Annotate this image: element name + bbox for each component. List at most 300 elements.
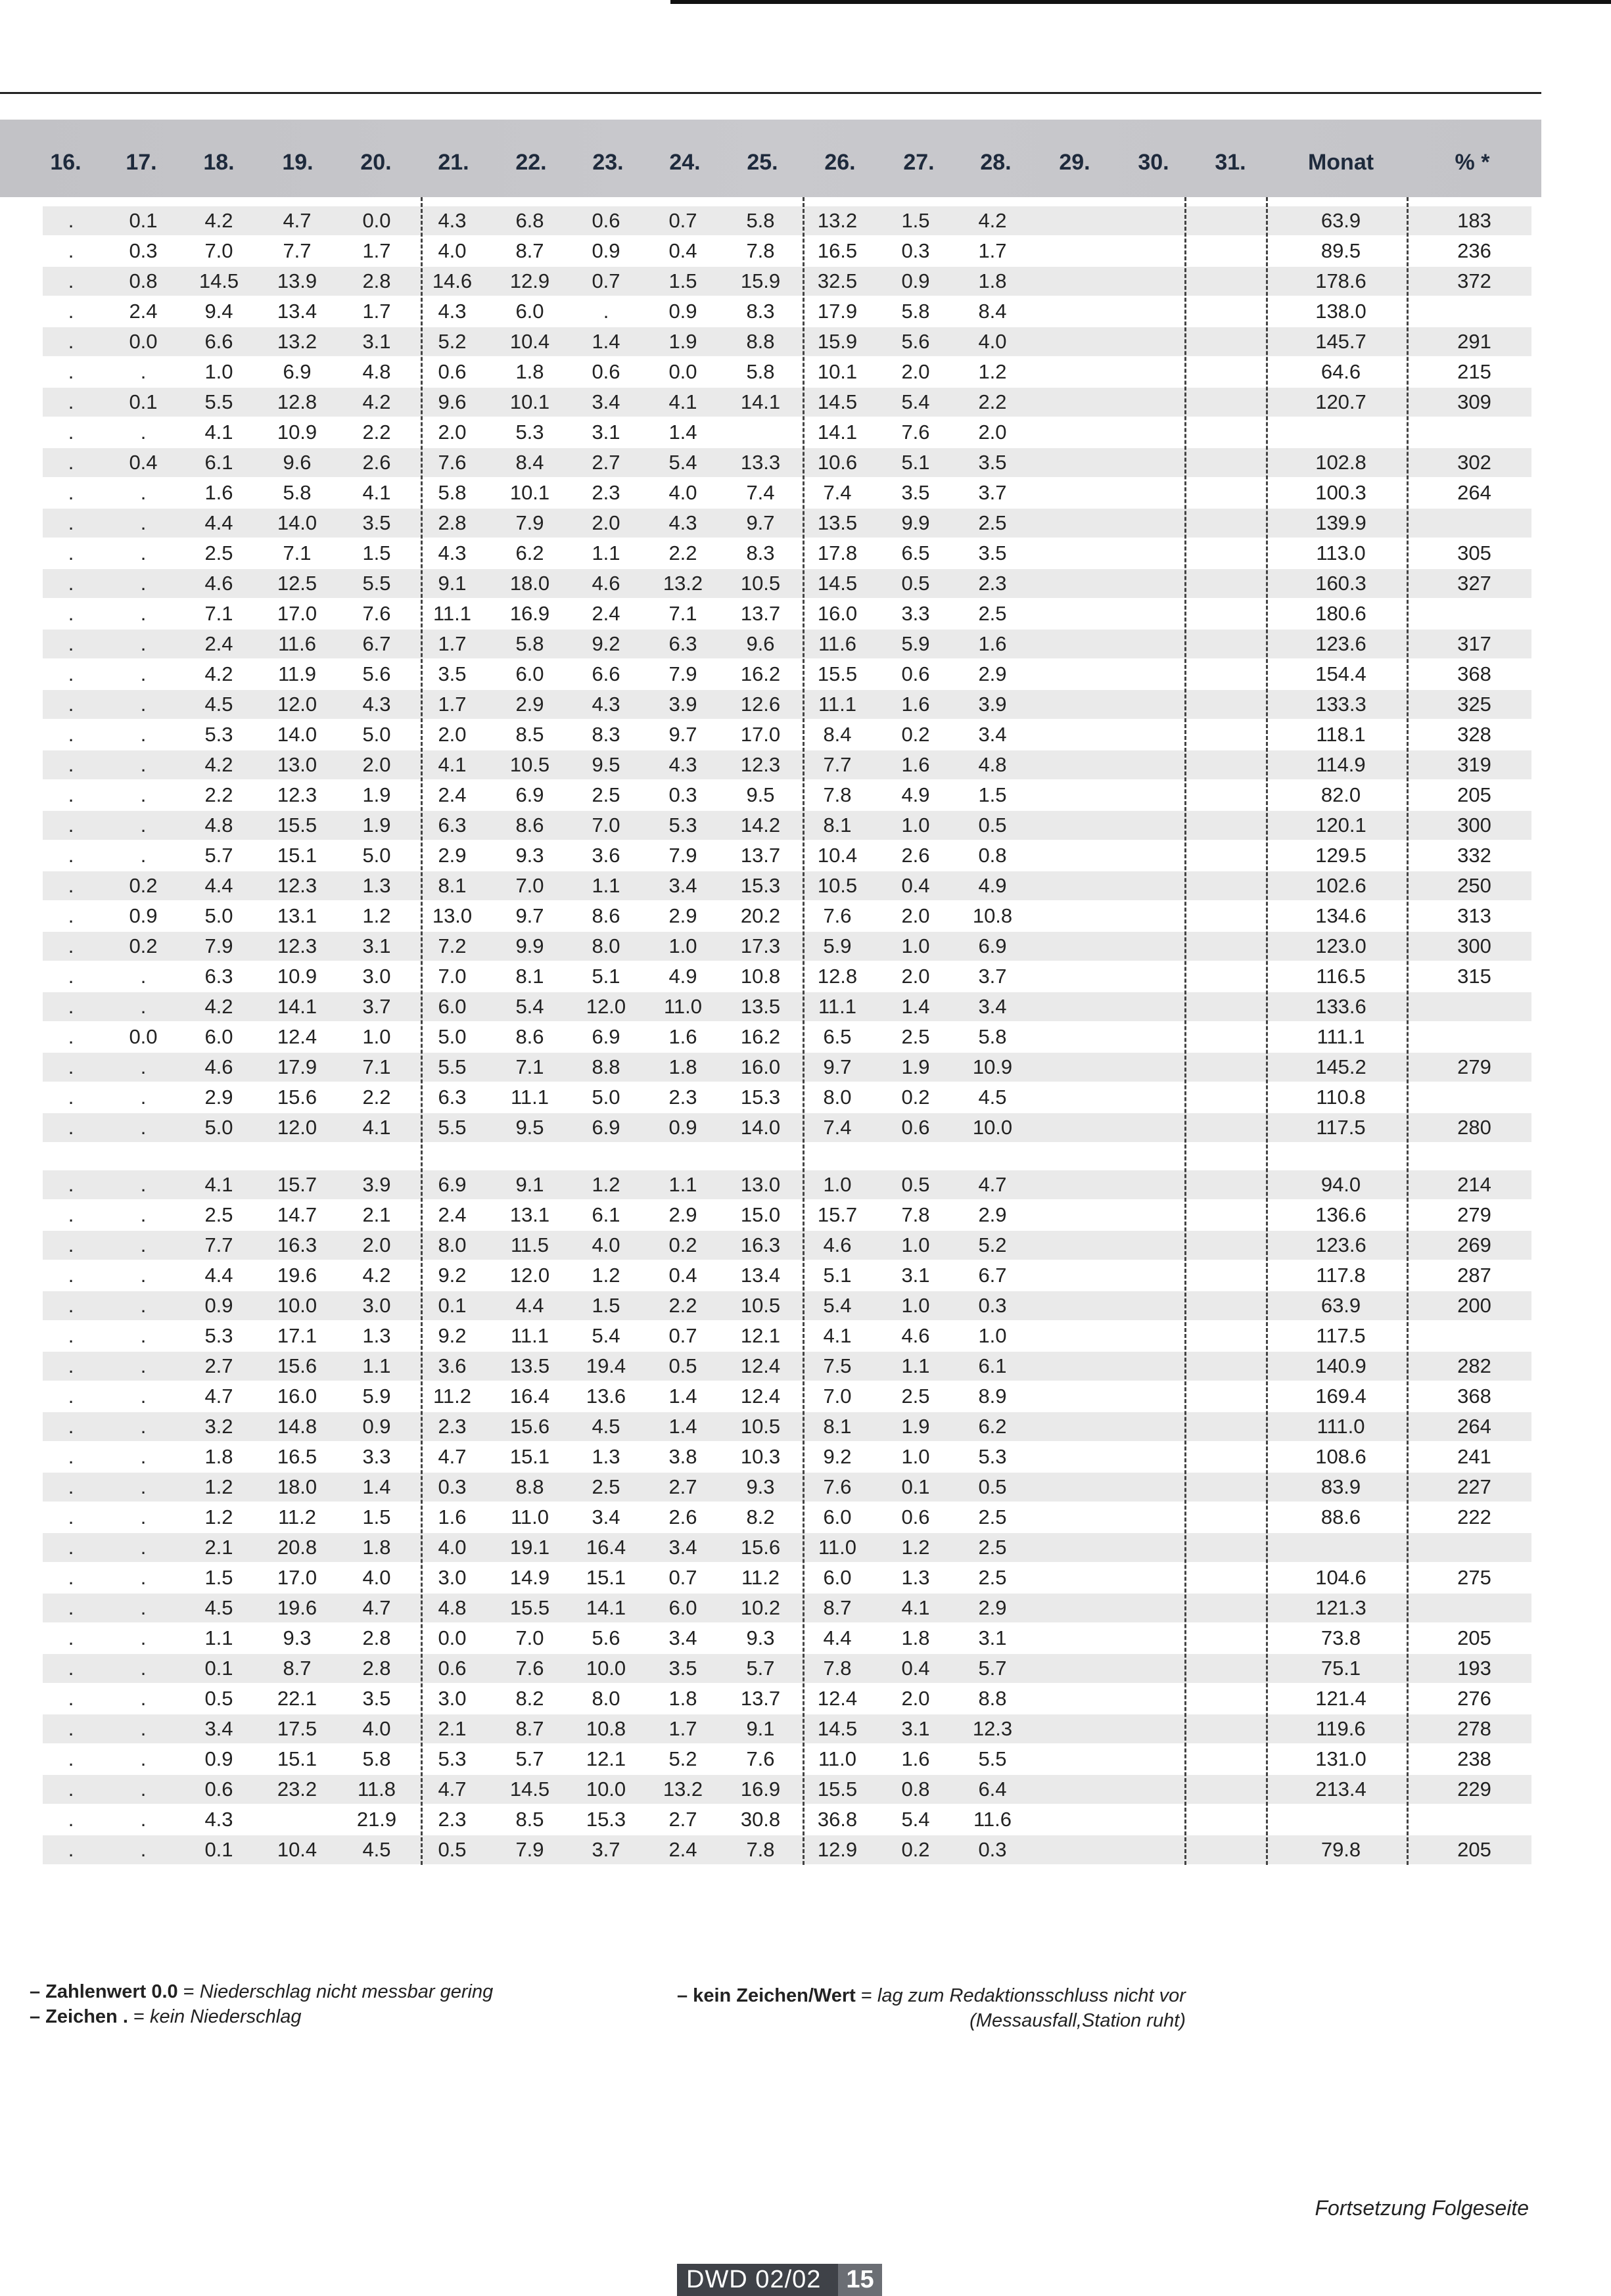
table-cell: 2.8 [362, 269, 391, 292]
table-cell: . [68, 511, 74, 534]
table-cell: 2.0 [901, 965, 930, 988]
table-cell [1190, 659, 1269, 689]
table-cell: 7.0 [204, 239, 233, 262]
table-cell: 193 [1457, 1657, 1491, 1680]
table-cell: 102.6 [1315, 874, 1366, 897]
table-cell: 2.6 [901, 844, 930, 867]
table-cell: 1.7 [978, 239, 1007, 262]
table-cell: . [68, 662, 74, 685]
table-cell: 82.0 [1320, 783, 1361, 806]
table-cell: 279 [1457, 1203, 1491, 1226]
table-cell [1111, 448, 1190, 478]
table-cell: 7.8 [746, 239, 775, 262]
table-cell: 3.0 [362, 1294, 391, 1317]
table-cell: 15.5 [817, 662, 858, 685]
table-cell: 3.6 [438, 1354, 467, 1377]
table-cell: 0.3 [978, 1838, 1007, 1861]
table-cell: 138.0 [1315, 300, 1366, 323]
table-cell [1032, 1532, 1111, 1563]
table-cell: 0.2 [901, 723, 930, 746]
table-cell: 10.5 [817, 874, 858, 897]
table-cell: 111.1 [1317, 1025, 1365, 1048]
table-cell [1111, 1200, 1190, 1230]
table-cell [1190, 327, 1269, 357]
table-cell: 0.5 [901, 572, 930, 595]
table-cell: 4.4 [823, 1626, 852, 1649]
column-separator [803, 197, 805, 1865]
table-cell: 10.1 [509, 481, 550, 504]
table-cell: 0.2 [901, 1086, 930, 1109]
column-header: 20. [360, 150, 392, 175]
table-cell [1190, 1835, 1269, 1865]
table-cell: 4.1 [823, 1324, 852, 1347]
table-cell: 1.2 [204, 1475, 233, 1498]
table-cell: 5.8 [901, 300, 930, 323]
column-header: 27. [903, 150, 935, 175]
table-cell: 7.2 [438, 934, 467, 957]
table-cell: 7.6 [901, 421, 930, 444]
table-cell: 9.6 [438, 390, 467, 413]
table-cell: 8.6 [515, 1025, 544, 1048]
table-cell: 4.8 [438, 1596, 467, 1619]
table-cell: 110.8 [1316, 1086, 1366, 1109]
table-cell [1190, 599, 1269, 629]
table-cell [1190, 1351, 1269, 1381]
table-cell: 1.5 [592, 1294, 620, 1317]
table-cell: 1.1 [592, 874, 620, 897]
table-cell: 0.6 [204, 1778, 233, 1801]
table-cell: 4.0 [362, 1717, 391, 1740]
table-cell [1190, 357, 1269, 387]
table-cell: 14.1 [277, 995, 317, 1018]
table-cell [1032, 871, 1111, 901]
table-cell: 0.4 [901, 1657, 930, 1680]
table-cell: 1.1 [901, 1354, 930, 1377]
table-cell: 9.3 [283, 1626, 312, 1649]
table-cell: . [140, 995, 147, 1018]
table-cell: . [140, 1086, 147, 1109]
table-cell [1032, 1684, 1111, 1714]
table-cell: . [68, 965, 74, 988]
table-cell: 8.7 [515, 1717, 544, 1740]
table-cell [1435, 1532, 1514, 1563]
table-cell: 6.1 [978, 1354, 1007, 1377]
table-cell [1111, 1593, 1190, 1623]
table-cell: 4.0 [438, 239, 467, 262]
table-cell [1190, 1260, 1269, 1291]
table-cell: 4.2 [204, 209, 233, 232]
table-cell: 13.2 [663, 572, 703, 595]
table-cell: 12.0 [277, 1116, 317, 1139]
table-cell: 17.0 [277, 602, 317, 625]
footer-publication-code: DWD 02/02 [677, 2264, 838, 2296]
table-cell: . [68, 1475, 74, 1498]
table-cell [1190, 1291, 1269, 1321]
legend-value: 0.0 [151, 1981, 178, 2002]
table-cell: 0.8 [978, 844, 1007, 867]
table-cell [1111, 1684, 1190, 1714]
table-cell: 0.5 [668, 1354, 697, 1377]
table-cell [1190, 1472, 1269, 1502]
table-cell: 6.9 [283, 360, 312, 383]
table-cell: . [68, 421, 74, 444]
table-cell: . [140, 1626, 147, 1649]
table-cell: 5.9 [362, 1385, 391, 1408]
table-cell [1190, 1230, 1269, 1260]
table-cell [1032, 961, 1111, 992]
table-cell: 1.8 [978, 269, 1007, 292]
table-cell: . [68, 239, 74, 262]
table-cell: 14.1 [586, 1596, 626, 1619]
table-cell: 8.6 [592, 904, 620, 927]
table-cell: . [140, 783, 147, 806]
table-cell [1190, 780, 1269, 810]
table-cell: 16.4 [586, 1536, 626, 1559]
column-header: 19. [282, 150, 314, 175]
table-cell: 11.0 [510, 1505, 549, 1528]
table-cell: . [68, 693, 74, 716]
table-cell: 10.0 [586, 1778, 626, 1801]
table-cell: 108.6 [1315, 1445, 1366, 1468]
table-cell: . [140, 693, 147, 716]
table-cell: 183 [1457, 209, 1491, 232]
table-cell [1111, 417, 1190, 448]
table-cell: . [140, 1596, 147, 1619]
table-cell: 2.6 [668, 1505, 697, 1528]
table-cell: 2.3 [438, 1415, 467, 1438]
table-cell: 0.1 [129, 209, 158, 232]
table-cell: . [140, 1566, 147, 1589]
table-cell: 4.2 [362, 1264, 391, 1287]
table-cell: 6.7 [978, 1264, 1007, 1287]
table-cell: 3.4 [592, 390, 620, 413]
table-cell: 332 [1457, 844, 1491, 867]
table-cell: 0.3 [438, 1475, 467, 1498]
table-cell [1032, 1623, 1111, 1653]
table-cell: 4.2 [204, 753, 233, 776]
table-cell: 9.7 [668, 723, 697, 746]
table-cell: 0.7 [592, 269, 620, 292]
table-cell: 2.0 [978, 421, 1007, 444]
table-cell: 1.1 [204, 1626, 233, 1649]
table-cell: 2.0 [438, 421, 467, 444]
table-cell: 1.5 [362, 541, 391, 564]
table-cell: 5.8 [746, 360, 775, 383]
table-cell [1032, 1291, 1111, 1321]
table-cell: 123.0 [1315, 934, 1366, 957]
table-cell: 11.1 [510, 1324, 549, 1347]
column-separator [421, 197, 423, 1865]
table-cell: 6.6 [592, 662, 620, 685]
table-cell: 13.0 [740, 1173, 781, 1196]
table-cell [1032, 1412, 1111, 1442]
table-cell [1435, 296, 1514, 327]
table-cell: 2.3 [978, 572, 1007, 595]
table-cell: 131.0 [1315, 1747, 1366, 1770]
table-cell: 15.5 [509, 1596, 550, 1619]
table-cell: 7.6 [746, 1747, 775, 1770]
table-cell: . [140, 1536, 147, 1559]
column-header: 24. [669, 150, 701, 175]
table-cell [1032, 1653, 1111, 1684]
table-cell [1435, 1082, 1514, 1113]
table-cell: 0.0 [362, 209, 391, 232]
table-cell: 6.8 [515, 209, 544, 232]
table-cell: 7.6 [515, 1657, 544, 1680]
table-cell: 325 [1457, 693, 1491, 716]
table-cell: 2.9 [978, 1596, 1007, 1619]
table-cell [1111, 871, 1190, 901]
table-cell [1190, 1653, 1269, 1684]
table-cell: 8.8 [515, 1475, 544, 1498]
table-cell: 17.1 [277, 1324, 317, 1347]
table-cell: 15.1 [277, 844, 317, 867]
column-header: 17. [126, 150, 157, 175]
table-cell: 9.9 [515, 934, 544, 957]
table-cell: 8.1 [515, 965, 544, 988]
table-cell [1435, 1321, 1514, 1351]
table-cell: . [68, 1808, 74, 1831]
column-header: 29. [1059, 150, 1090, 175]
table-cell: 3.4 [668, 874, 697, 897]
table-cell: 0.6 [438, 360, 467, 383]
table-cell: 0.2 [668, 1233, 697, 1256]
table-cell: 1.8 [515, 360, 544, 383]
table-cell: 15.7 [277, 1173, 317, 1196]
table-cell: 16.3 [277, 1233, 317, 1256]
table-cell: 1.0 [823, 1173, 852, 1196]
column-header: 22. [515, 150, 547, 175]
table-cell: 104.6 [1315, 1566, 1366, 1589]
table-cell [1032, 689, 1111, 720]
table-cell: 3.9 [978, 693, 1007, 716]
table-cell: 3.5 [978, 541, 1007, 564]
table-cell: 5.4 [823, 1294, 852, 1317]
table-cell: 3.1 [901, 1264, 930, 1287]
table-cell: 4.7 [204, 1385, 233, 1408]
table-cell: 10.9 [972, 1055, 1013, 1078]
footer-badge [677, 2264, 882, 2296]
table-cell [1190, 689, 1269, 720]
table-cell: 11.1 [510, 1086, 549, 1109]
table-cell: 328 [1457, 723, 1491, 746]
table-cell: . [140, 1747, 147, 1770]
table-cell: . [68, 1626, 74, 1649]
table-cell: 2.9 [204, 1086, 233, 1109]
table-cell: . [68, 904, 74, 927]
table-cell [1111, 1563, 1190, 1593]
table-cell [1111, 568, 1190, 599]
table-cell: 5.6 [592, 1626, 620, 1649]
table-cell [1032, 1200, 1111, 1230]
table-cell [1111, 236, 1190, 266]
table-cell: 1.9 [901, 1055, 930, 1078]
table-cell: 15.0 [740, 1203, 781, 1226]
table-cell: 4.6 [204, 1055, 233, 1078]
table-cell [1032, 206, 1111, 236]
table-cell [1111, 720, 1190, 750]
table-cell: 8.8 [592, 1055, 620, 1078]
table-cell: 15.6 [277, 1086, 317, 1109]
table-cell: 3.4 [668, 1536, 697, 1559]
table-cell: 5.9 [901, 632, 930, 655]
table-cell: 8.1 [823, 1415, 852, 1438]
table-cell: 13.0 [432, 904, 473, 927]
table-cell: 16.0 [277, 1385, 317, 1408]
table-cell: 0.4 [129, 451, 158, 474]
table-cell: 7.6 [823, 904, 852, 927]
table-cell: 8.2 [746, 1505, 775, 1528]
table-cell: 5.8 [978, 1025, 1007, 1048]
table-cell: 2.4 [668, 1838, 697, 1861]
table-cell [1032, 417, 1111, 448]
table-cell: 4.9 [901, 783, 930, 806]
table-cell: 6.1 [204, 451, 233, 474]
table-cell: 6.2 [978, 1415, 1007, 1438]
table-cell: 3.3 [901, 602, 930, 625]
table-cell: 18.0 [277, 1475, 317, 1498]
legend-text: lag zum Redaktionsschluss nicht vor [877, 1985, 1186, 2006]
table-cell: 7.0 [823, 1385, 852, 1408]
table-cell: 22.1 [277, 1687, 317, 1710]
table-cell: 7.8 [746, 1838, 775, 1861]
table-cell: 117.5 [1316, 1324, 1366, 1347]
table-cell: 2.0 [901, 360, 930, 383]
table-cell: 0.6 [901, 662, 930, 685]
table-cell: 302 [1457, 451, 1491, 474]
table-cell [1032, 1082, 1111, 1113]
table-cell: . [140, 1173, 147, 1196]
table-cell: 12.1 [586, 1747, 626, 1770]
table-cell: 0.5 [978, 814, 1007, 837]
table-cell: 0.2 [901, 1838, 930, 1861]
table-cell: 6.5 [901, 541, 930, 564]
legend-term: – Zeichen [30, 2006, 118, 2027]
table-cell: 119.6 [1316, 1717, 1366, 1740]
table-cell: 0.6 [901, 1505, 930, 1528]
table-cell: 160.3 [1315, 572, 1366, 595]
table-cell: 88.6 [1320, 1505, 1361, 1528]
table-cell: 17.5 [277, 1717, 317, 1740]
table-cell: 9.2 [823, 1445, 852, 1468]
table-cell: 0.6 [438, 1657, 467, 1680]
table-cell: 2.0 [438, 723, 467, 746]
table-cell: 2.8 [438, 511, 467, 534]
table-cell: 3.5 [362, 511, 391, 534]
legend-notes-right [677, 1983, 1186, 2033]
table-cell: 89.5 [1320, 239, 1361, 262]
table-cell: 10.5 [740, 1415, 781, 1438]
table-cell: 15.9 [817, 330, 858, 353]
table-cell [1190, 1563, 1269, 1593]
table-cell [1111, 1351, 1190, 1381]
table-cell: 129.5 [1315, 844, 1366, 867]
table-cell: 7.8 [901, 1203, 930, 1226]
table-cell: 278 [1457, 1717, 1491, 1740]
table-cell: . [140, 723, 147, 746]
table-cell [1111, 538, 1190, 568]
table-cell: . [68, 1717, 74, 1740]
table-cell: 4.9 [668, 965, 697, 988]
table-cell: . [68, 1324, 74, 1347]
table-cell: 154.4 [1315, 662, 1366, 685]
column-header: 25. [747, 150, 778, 175]
column-header: 16. [50, 150, 82, 175]
table-cell: . [68, 1596, 74, 1619]
table-cell: 15.3 [740, 874, 781, 897]
table-cell: 117.5 [1316, 1116, 1366, 1139]
table-cell [1111, 1291, 1190, 1321]
table-cell: 3.7 [978, 965, 1007, 988]
table-cell: . [140, 421, 147, 444]
table-cell: . [68, 814, 74, 837]
table-cell: . [68, 1354, 74, 1377]
table-cell: 2.1 [438, 1717, 467, 1740]
table-cell: 11.1 [818, 693, 857, 716]
table-cell: 5.6 [362, 662, 391, 685]
table-cell: 4.6 [823, 1233, 852, 1256]
table-cell: 276 [1457, 1687, 1491, 1710]
table-cell: 319 [1457, 753, 1491, 776]
table-cell: 8.0 [592, 1687, 620, 1710]
table-cell [1111, 1381, 1190, 1412]
legend-line-zahlenwert [30, 1979, 493, 2004]
table-cell: 12.0 [277, 693, 317, 716]
table-cell: 9.3 [515, 844, 544, 867]
table-cell: 9.3 [746, 1475, 775, 1498]
table-cell: 9.7 [746, 511, 775, 534]
table-cell: 7.0 [438, 965, 467, 988]
table-cell: 1.6 [901, 1747, 930, 1770]
table-cell: 5.7 [204, 844, 233, 867]
table-cell: 14.5 [817, 1717, 858, 1740]
table-cell: 15.1 [586, 1566, 626, 1589]
table-cell: 6.0 [204, 1025, 233, 1048]
table-cell: 3.0 [438, 1687, 467, 1710]
table-cell: . [68, 1025, 74, 1048]
table-cell: 10.1 [817, 360, 858, 383]
table-cell: 16.9 [740, 1778, 781, 1801]
table-cell: 1.1 [362, 1354, 391, 1377]
table-cell: 14.5 [817, 572, 858, 595]
table-cell: 9.1 [438, 572, 467, 595]
table-cell: . [140, 1657, 147, 1680]
table-cell: 15.6 [509, 1415, 550, 1438]
table-cell: 1.8 [204, 1445, 233, 1468]
table-cell: 3.5 [978, 451, 1007, 474]
table-cell: 7.1 [668, 602, 697, 625]
table-cell: 2.2 [978, 390, 1007, 413]
table-cell: 9.5 [592, 753, 620, 776]
table-cell: 3.7 [978, 481, 1007, 504]
table-cell: 1.5 [362, 1505, 391, 1528]
table-cell: 5.0 [362, 844, 391, 867]
table-cell: 13.0 [277, 753, 317, 776]
table-cell: . [140, 1116, 147, 1139]
table-cell: 2.2 [362, 421, 391, 444]
table-cell: 0.2 [129, 874, 158, 897]
table-cell: 14.0 [277, 511, 317, 534]
table-cell: 7.0 [515, 1626, 544, 1649]
table-cell: 9.2 [592, 632, 620, 655]
table-cell: 0.6 [592, 360, 620, 383]
table-cell [1111, 1052, 1190, 1082]
table-cell: 63.9 [1320, 1294, 1361, 1317]
table-cell: 123.6 [1315, 632, 1366, 655]
table-cell: 123.6 [1315, 1233, 1366, 1256]
table-cell: 2.1 [362, 1203, 391, 1226]
table-cell: 5.3 [668, 814, 697, 837]
